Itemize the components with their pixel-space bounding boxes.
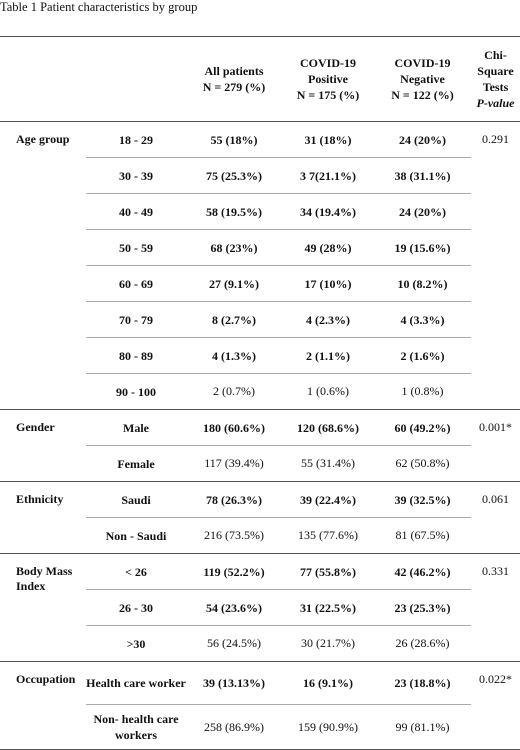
cell-all: 4 (1.3%) [186,338,282,374]
header-text: N = 175 (%) [296,88,360,102]
cell-positive: 17 (10%) [282,266,374,302]
cell-all: 39 (13.13%) [186,662,282,705]
cell-all: 119 (52.2%) [186,554,282,590]
cell-all: 56 (24.5%) [186,626,282,662]
subgroup-label: 90 - 100 [86,374,186,410]
cell-positive: 31 (22.5%) [282,590,374,626]
cell-all: 117 (39.4%) [186,446,282,482]
cell-negative: 4 (3.3%) [374,302,471,338]
cell-negative: 39 (32.5%) [374,482,471,518]
subgroup-label: < 26 [86,554,186,590]
table-row [0,122,520,158]
cell-positive: 16 (9.1%) [282,662,374,705]
table-row [0,482,520,518]
subgroup-label: Non - Saudi [86,518,186,554]
p-value: 0.331 [471,554,520,662]
cell-negative: 42 (46.2%) [374,554,471,590]
cell-positive: 4 (2.3%) [282,302,374,338]
cell-negative: 60 (49.2%) [374,410,471,446]
group-label: Ethnicity [0,482,86,554]
subgroup-label: 70 - 79 [86,302,186,338]
cell-all: 54 (23.6%) [186,590,282,626]
table-row [0,662,520,705]
cell-all: 78 (26.3%) [186,482,282,518]
cell-positive: 30 (21.7%) [282,626,374,662]
cell-negative: 99 (81.1%) [374,705,471,750]
group-label: Age group [0,122,86,410]
header-text: COVID-19 [300,56,356,70]
cell-negative: 2 (1.6%) [374,338,471,374]
p-value: 0.061 [471,482,520,554]
cell-negative: 26 (28.6%) [374,626,471,662]
subgroup-label: Female [86,446,186,482]
header-p-value [471,37,520,122]
cell-negative: 81 (67.5%) [374,518,471,554]
header-text: Negative [400,72,445,86]
header-text: All patients [204,64,264,78]
header-text: P-value [476,96,515,110]
table-body [0,122,520,750]
cell-negative: 23 (25.3%) [374,590,471,626]
table-row [0,410,520,446]
subgroup-label: 60 - 69 [86,266,186,302]
p-value: 0.022* [471,662,520,750]
group-label: Body Mass Index [0,554,86,662]
cell-positive: 159 (90.9%) [282,705,374,750]
cell-all: 216 (73.5%) [186,518,282,554]
cell-all: 258 (86.9%) [186,705,282,750]
cell-positive: 135 (77.6%) [282,518,374,554]
p-value: 0.291 [471,122,520,410]
cell-positive: 49 (28%) [282,230,374,266]
header-all-patients [186,37,282,122]
header-text: COVID-19 [394,56,451,70]
header-covid-negative [374,37,471,122]
table-caption: Table 1 Patient characteristics by group [0,0,198,14]
cell-all: 68 (23%) [186,230,282,266]
cell-negative: 24 (20%) [374,194,471,230]
group-label: Gender [0,410,86,482]
table-header-row [0,37,520,122]
subgroup-label: 18 - 29 [86,122,186,158]
header-text: Chi- [484,48,507,62]
cell-all: 27 (9.1%) [186,266,282,302]
subgroup-label: Saudi [86,482,186,518]
cell-negative: 19 (15.6%) [374,230,471,266]
cell-negative: 24 (20%) [374,122,471,158]
header-empty-2 [86,37,186,122]
cell-all: 58 (19.5%) [186,194,282,230]
cell-negative: 38 (31.1%) [374,158,471,194]
subgroup-label: >30 [86,626,186,662]
subgroup-label: 40 - 49 [86,194,186,230]
patient-characteristics-table [0,36,520,750]
cell-all: 180 (60.6%) [186,410,282,446]
cell-all: 2 (0.7%) [186,374,282,410]
subgroup-label: Health care worker [86,662,186,705]
subgroup-label: 80 - 89 [86,338,186,374]
cell-positive: 34 (19.4%) [282,194,374,230]
cell-positive: 39 (22.4%) [282,482,374,518]
cell-positive: 55 (31.4%) [282,446,374,482]
table-row [0,554,520,590]
group-label: Occupation [0,662,86,750]
header-text: Positive [308,72,348,86]
cell-negative: 23 (18.8%) [374,662,471,705]
cell-negative: 10 (8.2%) [374,266,471,302]
cell-positive: 1 (0.6%) [282,374,374,410]
cell-all: 8 (2.7%) [186,302,282,338]
header-text: Square [477,64,514,78]
subgroup-label: 50 - 59 [86,230,186,266]
p-value: 0.001* [471,410,520,482]
header-empty-1 [0,37,86,122]
cell-positive: 77 (55.8%) [282,554,374,590]
header-covid-positive [282,37,374,122]
header-text: N = 279 (%) [202,80,266,94]
cell-positive: 3 7(21.1%) [282,158,374,194]
header-text: Tests [482,80,509,94]
subgroup-label: 30 - 39 [86,158,186,194]
subgroup-label: Male [86,410,186,446]
cell-positive: 120 (68.6%) [282,410,374,446]
cell-all: 75 (25.3%) [186,158,282,194]
cell-positive: 31 (18%) [282,122,374,158]
cell-negative: 62 (50.8%) [374,446,471,482]
cell-negative: 1 (0.8%) [374,374,471,410]
subgroup-label: 26 - 30 [86,590,186,626]
cell-positive: 2 (1.1%) [282,338,374,374]
cell-all: 55 (18%) [186,122,282,158]
subgroup-label: Non- health care workers [86,705,186,750]
header-text: N = 122 (%) [391,88,454,102]
